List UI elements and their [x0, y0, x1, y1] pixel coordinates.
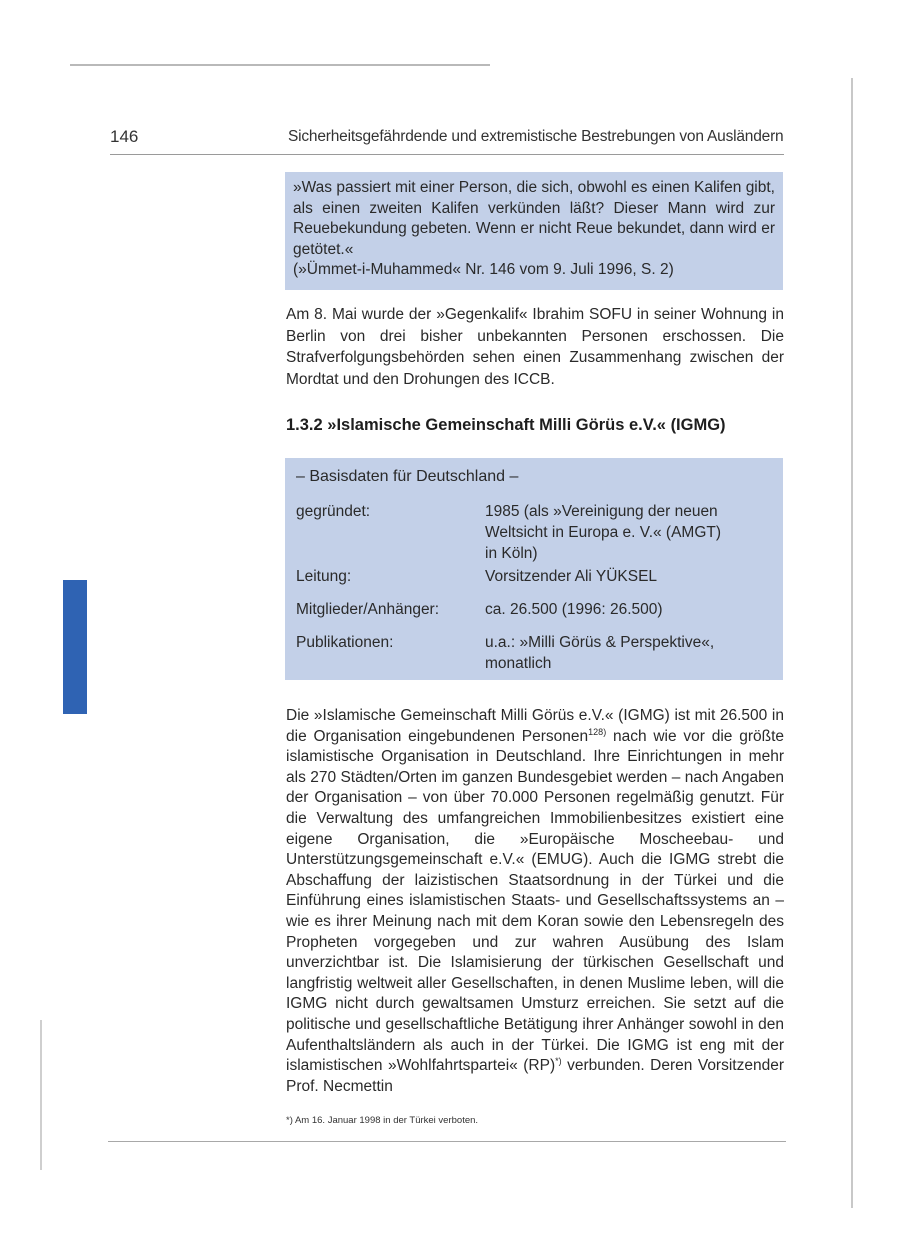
footnote-ref-star[interactable]: *) — [555, 1055, 562, 1066]
fact-label-leadership: Leitung: — [296, 568, 352, 585]
footnote-ref-128[interactable]: 128) — [588, 726, 607, 737]
header-rule — [110, 154, 784, 155]
paragraph-text: verbunden. Deren Vorsitzender Prof. Necmettin — [286, 1057, 784, 1095]
top-scan-rule — [70, 64, 490, 66]
paragraph-gegenkalif: Am 8. Mai wurde der »Gegenkalif« Ibrahim SOFU in seiner Wohnung in Berlin von drei bisher unbekannten Personen erschossen. Die Strafverfolgungsbehörden sehen einen Zusammenhang zwischen der Mordtat und den Drohungen des ICCB. — [286, 306, 784, 388]
running-title: Sicherheitsgefährdende und extremistische Bestrebungen von Ausländern — [288, 128, 784, 145]
page-number: 146 — [110, 127, 139, 146]
fact-value-line: Vorsitzender Ali YÜKSEL — [485, 568, 658, 585]
paragraph-igmg — [286, 706, 784, 1097]
footnote: *) Am 16. Januar 1998 in der Türkei verboten. — [286, 1115, 479, 1126]
fact-label-members: Mitglieder/Anhänger: — [296, 601, 440, 618]
fact-value-line: in Köln) — [485, 545, 538, 562]
paragraph-text: nach wie vor die größte islamistische Organisation in Deutschland. Ihre Einrichtungen in mehr als 270 Städten/Orten im ganzen Bundesgebiet werden – nach Angaben der Organisation – von über 70.000 Personen regelmäßig genutzt. Für die Verwaltung des umfangreichen Immobilienbesitzes existiert eine eigene Organisation, die »Europäische Moscheebau- und Unterstützungsgemeinschaft e.V.« (EMUG). Auch die IGMG strebt die Abschaffung der laizistischen Staatsordnung in der Türkei und die Einführung eines islamistischen Staats- und Gesellschaftssystems an – wie es ihrer Meinung nach mit dem Koran sowie den Lebensregeln des Propheten vorgegeben und zur wahren Ausübung des Islam unverzichtbar ist. Die Islamisierung der türkischen Gesellschaft und langfristig weltweit aller Gesellschaften, in denen Muslime leben, will die IGMG nicht durch gewaltsamen Umsturz erreichen. Sie setzt auf die politische und gesellschaftliche Betätigung ihrer Anhänger sowohl in den Aufenthaltsländern als auch in der Türkei. Die IGMG ist eng mit der islamistischen »Wohlfahrtspartei« (RP) — [286, 727, 784, 1075]
fact-label-founded: gegründet: — [296, 503, 371, 520]
basisdaten-title: – Basisdaten für Deutschland – — [296, 468, 519, 485]
footer-rule — [108, 1141, 786, 1142]
quote-text: »Was passiert mit einer Person, die sich, obwohl es einen Kalifen gibt, als einen zweiten Kalifen verkünden läßt? Dieser Mann wird zur Reuebekundung gebeten. Wenn er nicht Reue bekundet, dann wird er getötet.« — [293, 179, 775, 258]
section-heading: 1.3.2 »Islamische Gemeinschaft Milli Görüs e.V.« (IGMG) — [286, 416, 726, 434]
fact-value-founded — [485, 501, 755, 564]
quote-source: (»Ümmet-i-Muhammed« Nr. 146 vom 9. Juli 1996, S. 2) — [293, 261, 674, 278]
quote-box — [285, 172, 783, 290]
fact-value-line: ca. 26.500 (1996: 26.500) — [485, 601, 663, 618]
fact-value-members — [485, 599, 755, 620]
fact-value-line: u.a.: »Milli Görüs & Perspektive«, — [485, 634, 715, 651]
fact-value-line: Weltsicht in Europa e. V.« (AMGT) — [485, 524, 722, 541]
fact-label-publications: Publikationen: — [296, 634, 394, 651]
page-edge-left — [40, 1020, 42, 1170]
fact-value-line: monatlich — [485, 655, 552, 672]
fact-value-line: 1985 (als »Vereinigung der neuen — [485, 503, 718, 520]
fact-value-leadership — [485, 566, 755, 587]
basisdaten-box — [285, 458, 783, 680]
paragraph-text: Die »Islamische Gemeinschaft Milli Görüs e.V.« (IGMG) ist mit 26.500 in die Organisation eingebundenen Personen — [286, 707, 784, 745]
page-edge-right — [851, 78, 853, 1208]
chapter-side-tab — [63, 580, 87, 714]
fact-value-publications — [485, 632, 755, 674]
